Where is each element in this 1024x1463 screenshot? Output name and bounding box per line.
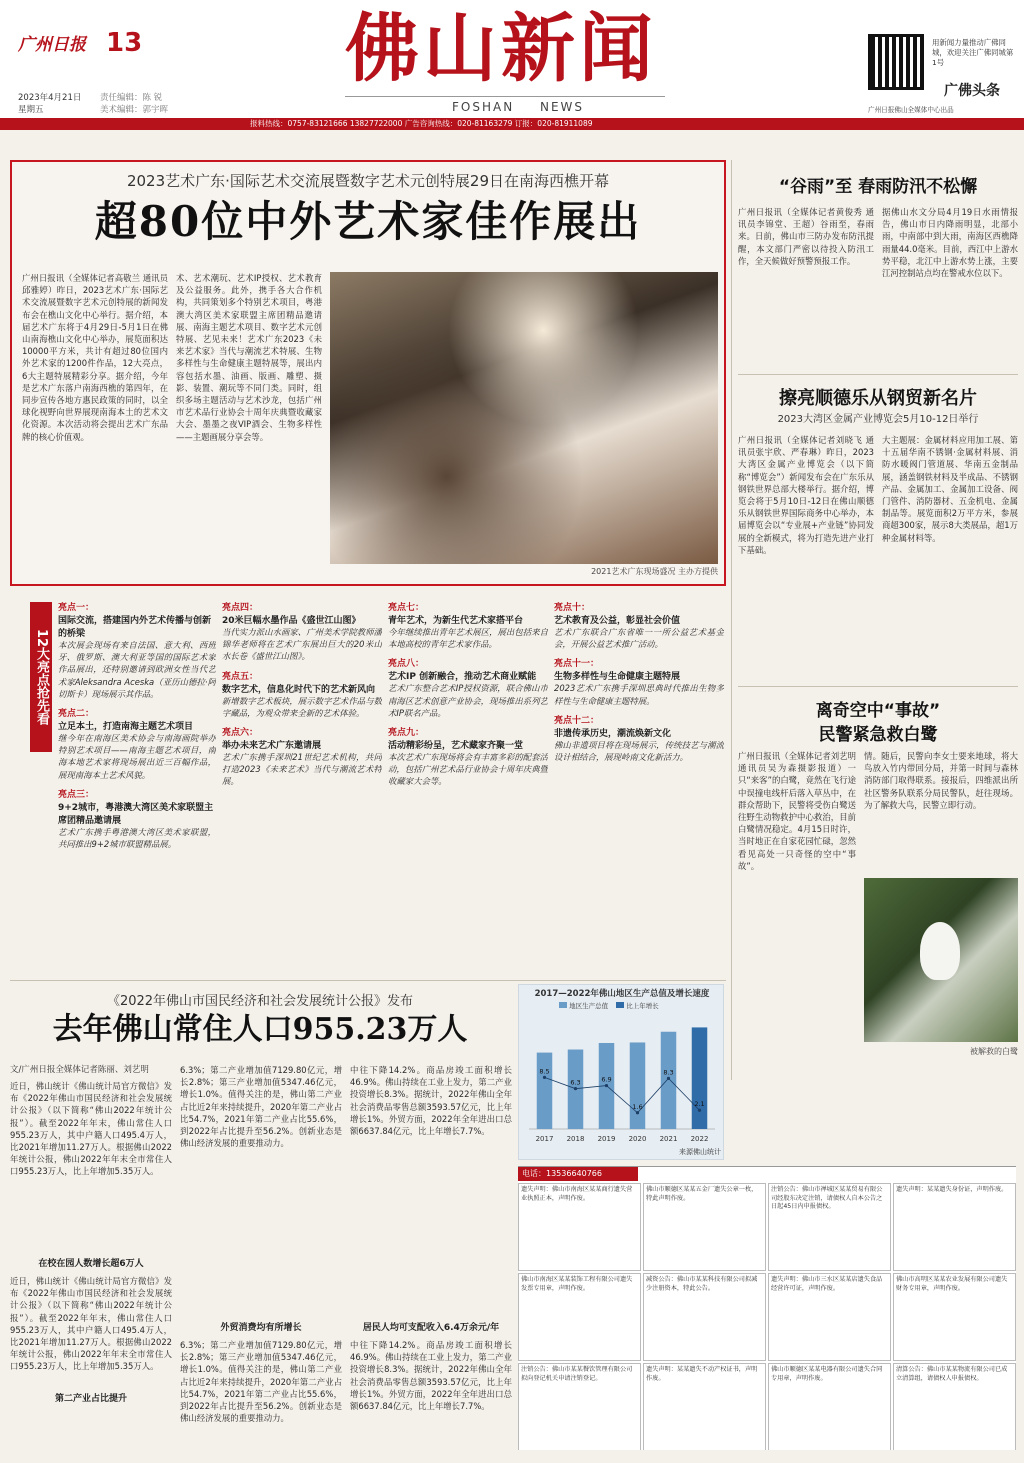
flood-column-2: 据佛山水文分局4月19日水雨情报告，佛山市日内降雨明显，北部小雨，中南部中到大雨，南海区西樵降雨量44.0毫米。目前，西江中上游水势平稳，北江中上游水势上涨，主要江河控制站点均在警戒水位以下。 xyxy=(882,207,1018,279)
highlight-title: 艺术IP 创新融合，推动艺术商业赋能 xyxy=(388,672,537,683)
exhibition-crowd-image xyxy=(330,272,718,564)
highlight-body: 本次艺术广东现场将会有丰富多彩的配套活动，包括广州艺术品行业协会十周年庆典暨收藏家大会等。 xyxy=(388,752,548,787)
highlight-title: 活动精彩纷呈，艺术藏家齐聚一堂 xyxy=(388,741,524,752)
population-kicker: 《2022年佛山市国民经济和社会发展统计公报》发布 xyxy=(106,994,414,1009)
highlights-column-1 xyxy=(58,600,216,970)
classified-cell: 遗失声明：某某遗失不动产权证书，声明作废。 xyxy=(643,1363,766,1450)
population-byline: 文/广州日报全媒体记者陈丽、刘艺明 xyxy=(10,1065,149,1075)
rescue-headline-line-2: 民警紧急救白鹭 xyxy=(818,725,938,745)
lead-photo xyxy=(330,272,718,564)
divider xyxy=(738,686,1018,687)
highlight-title: 非遗传承历史，潮流焕新文化 xyxy=(554,728,672,739)
classified-cell: 遗失声明：佛山市南海区某某商行遗失营业执照正本，声明作废。 xyxy=(518,1183,641,1271)
expo-headline: 擦亮顺德乐从钢贸新名片 xyxy=(779,388,977,409)
expo-story xyxy=(738,380,1018,680)
chart-title: 2017—2022年佛山地区生产总值及增长速度 xyxy=(534,989,710,999)
responsible-editor: 责任编辑：陈 锐 xyxy=(100,93,163,103)
highlight-body: 艺术广东携手粤港澳大湾区美术家联盟，共同推出9+2城市联盟精品展。 xyxy=(58,826,216,850)
population-subhead: 第二产业占比提升 xyxy=(54,1394,127,1404)
lead-column-2: 术、艺术潮玩、艺术IP授权、艺术教育及公益服务。此外，携手各大合作机构，共同策划多个特别艺术项目，粤港澳大湾区美术家联盟主席团精品邀请展、南海主题艺术项目、数字艺术元创特展、艺见未来！艺术广东2023《未来艺术家》当代与潮流艺术特展、生物多样性与生命健康主题特展等，展出内容包括水墨、油画、版画、雕塑、摄影、装置、潮玩等不同门类。同时，组织多场主题活动与艺术沙龙，包括广州市艺术品行业协会十周年庆典暨收藏家大会、墨墨之夜VIP酒会、生物多样性——主题画展分享会等。 xyxy=(176,273,322,442)
highlight-title: 艺术教育及公益，彰显社会价值 xyxy=(554,616,681,626)
highlight-body: 继今年在南海区美术协会与南海画院举办特别艺术项目——南海主题艺术项目，南海本地艺术家将现场展出近三百幅作品，展现南海本土艺术风貌。 xyxy=(58,733,216,780)
growth-point xyxy=(605,1084,608,1087)
legend-swatch-growth xyxy=(616,1002,624,1008)
highlights-column-2 xyxy=(222,600,382,970)
population-column-1 xyxy=(10,1064,172,1452)
highlight-label: 亮点十一： xyxy=(554,659,600,670)
highlight-item xyxy=(388,600,548,650)
highlight-item xyxy=(58,706,216,781)
highlight-item xyxy=(554,656,724,706)
classified-cell: 遗失声明：某某遗失身份证，声明作废。 xyxy=(893,1183,1016,1271)
x-tick-label: 2022 xyxy=(690,1135,709,1143)
highlight-label: 亮点七： xyxy=(388,603,425,613)
egret-image xyxy=(920,922,960,980)
highlight-body: 艺术广东联合广东省唯一一所公益艺术基金会，开展公益艺术推广活动。 xyxy=(554,627,724,650)
highlight-title: 20米巨幅水墨作品《盛世江山图》 xyxy=(222,616,361,626)
hotline-strip: 报料热线：0757-83121666 13827722000 广告咨询热线：020-81163279 订报：020-81911089 xyxy=(0,118,1024,130)
growth-point xyxy=(574,1087,577,1090)
population-paragraph: 中往下降14.2%。商品房竣工面积增长46.9%。佛山持续在工业上发力，第二产业投资增长8.3%。据统计，2022年佛山全年社会消费品零售总额3593.57亿元，比上年增长1%。外贸方面，2022年全年进出口总额6637.84亿元，比上年增长7.7%。 xyxy=(350,1340,512,1412)
population-paragraph: 6.3%；第二产业增加值7129.80亿元，增长2.8%；第三产业增加值5347.46亿元，增长1.0%。值得关注的是，佛山第二产业占比近2年来持续提升，2020年第二产业占比54.7%，2021年第二产业占比55.6%，到2022年占比提升至56.2%。创新业态是佛山经济发展的重要推动力。 xyxy=(180,1340,342,1424)
divider xyxy=(10,980,726,981)
qr-code-icon[interactable] xyxy=(868,34,924,90)
classified-cell: 佛山市顺德区某某电器有限公司遗失合同专用章，声明作废。 xyxy=(768,1363,891,1450)
x-tick-label: 2019 xyxy=(597,1135,616,1143)
highlight-item xyxy=(222,600,382,663)
highlight-label: 亮点九： xyxy=(388,728,425,739)
growth-point xyxy=(543,1076,546,1079)
flood-story xyxy=(738,166,1018,366)
masthead xyxy=(0,0,1024,130)
egret-photo xyxy=(864,878,1018,1042)
highlight-body: 艺术广东携手深圳21世纪艺术机构，共同打造2023《未来艺术》当代与潮流艺术特展。 xyxy=(222,752,382,787)
highlight-label: 亮点十二： xyxy=(554,715,600,726)
growth-value-label: 6.9 xyxy=(601,1075,612,1084)
highlight-title: 国际交流，搭建国内外艺术传播与创新的桥梁 xyxy=(58,616,212,639)
growth-value-label: 2.1 xyxy=(694,1100,705,1109)
highlight-title: 9+2城市，粤港澳大湾区美术家联盟主席团精品邀请展 xyxy=(58,802,214,826)
classified-cell: 减资公告：佛山市某某科技有限公司拟减少注册资本，特此公告。 xyxy=(643,1273,766,1361)
issue-date: 2023年4月21日 xyxy=(18,93,82,103)
classified-cell: 注销公告：佛山市禅城区某某贸易有限公司经股东决定注销，请债权人自本公告之日起45日内申报债权。 xyxy=(768,1183,891,1271)
classified-cell: 佛山市南海区某某装饰工程有限公司遗失发票专用章，声明作废。 xyxy=(518,1273,641,1361)
legend-swatch-gdp xyxy=(559,1002,567,1008)
population-paragraph: 中往下降14.2%。商品房竣工面积增长46.9%。佛山持续在工业上发力，第二产业投资增长8.3%。据统计，2022年佛山全年社会消费品零售总额3593.57亿元，比上年增长1%。外贸方面，2022年全年进出口总额6637.84亿元，比上年增长7.7%。 xyxy=(350,1065,512,1137)
growth-value-label: 1.6 xyxy=(632,1102,643,1111)
highlight-label: 亮点一： xyxy=(58,603,95,613)
legend-label-growth: 比上年增长 xyxy=(626,1002,659,1010)
gdp-bar xyxy=(537,1053,553,1129)
growth-value-label: 8.3 xyxy=(663,1068,674,1077)
highlight-item xyxy=(58,787,216,850)
highlight-body: 今年继续推出青年艺术展区，展出包括来自本地高校的青年艺术家作品。 xyxy=(388,627,548,650)
sponsor-note: 广州日报佛山全媒体中心出品 xyxy=(868,106,954,114)
rescue-column-1: 广州日报讯（全媒体记者刘艺明 通讯员吴为森摄影报道）一只“来客”的白鹭，竟然在飞行途中误撞电线杆后落入草丛中，在群众帮助下，民警将受伤白鹭送往野生动物救护中心救治，目前白鹭情况稳定。4月15日时许，当时地正在自家花园忙碌，忽然看见高处一只奇怪的空中“事故”。 xyxy=(738,751,856,871)
gdp-bar xyxy=(630,1042,646,1129)
expo-column-1: 广州日报讯（全媒体记者刘晓飞 通讯员张宇欣、严春琳）昨日，2023大湾区金属产业博览会（以下简称“博览会”）新闻发布会在广东乐从钢铁世界总部大楼举行。据介绍，博览会将于5月10日-12日在佛山顺德乐从钢铁世界国际商务中心举办，本届博览会以“专业展+产业链”协同发展的全新模式，将为打造先进产业打下基础。 xyxy=(738,435,874,555)
highlight-label: 亮点六： xyxy=(222,728,259,739)
population-paragraph: 近日，佛山统计《佛山统计局官方微信》发布《2022年佛山市国民经济和社会发展统计公报》（以下简称“佛山2022年统计公报”）。截至2022年年末，佛山常住人口955.23万人，其中户籍人口495.4万人，比2021年增加11.27万人。根据佛山2022年统计公报，佛山2022年年末全市常住人口955.23万人，比上年增加5.35万人。 xyxy=(10,1276,172,1372)
divider xyxy=(738,374,1018,375)
classified-cell: 注销公告：佛山市某某餐饮管理有限公司拟向登记机关申请注销登记。 xyxy=(518,1363,641,1450)
population-paragraph: 近日，佛山统计《佛山统计局官方微信》发布《2022年佛山市国民经济和社会发展统计公报》（以下简称“佛山2022年统计公报”）。截至2022年年末，佛山常住人口955.23万人，其中户籍人口495.4万人，比2021年增加11.27万人。根据佛山2022年统计公报，佛山2022年年末全市常住人口955.23万人，比上年增加5.35万人。 xyxy=(10,1081,172,1177)
classified-cell: 佛山市高明区某某农业发展有限公司遗失财务专用章，声明作废。 xyxy=(893,1273,1016,1361)
population-headline: 去年佛山常住人口955.23万人 xyxy=(52,1012,468,1047)
population-subhead: 居民人均可支配收入6.4万余元/年 xyxy=(362,1323,500,1333)
lead-photo-caption: 2021艺术广东现场盛况 主办方提供 xyxy=(591,567,718,576)
classified-grid xyxy=(518,1183,1016,1450)
masthead-rule xyxy=(345,96,665,97)
highlight-label: 亮点四： xyxy=(222,603,259,613)
chart-plot xyxy=(523,1011,721,1145)
section-subtitle-news: NEWS xyxy=(540,100,585,114)
chart-source: 来源佛山统计 xyxy=(679,1148,721,1156)
highlight-title: 立足本土，打造南海主题艺术项目 xyxy=(58,722,194,733)
lead-headline: 超80位中外艺术家佳作展出 xyxy=(94,197,642,246)
highlights-column-3 xyxy=(388,600,548,970)
classified-cell: 清算公告：佛山市某某物流有限公司已成立清算组，请债权人申报债权。 xyxy=(893,1363,1016,1450)
growth-value-label: 6.3 xyxy=(570,1078,581,1087)
highlight-body: 佛山非遗项目将在现场展示，传统技艺与潮流设计相结合，展现岭南文化新活力。 xyxy=(554,739,724,763)
highlights-block xyxy=(10,596,726,972)
x-tick-label: 2018 xyxy=(566,1135,585,1143)
rescue-headline-line-1: 离奇空中“事故” xyxy=(815,701,941,721)
x-tick-label: 2020 xyxy=(628,1135,647,1143)
art-editor: 美术编辑：郭宇晖 xyxy=(100,105,169,115)
highlight-label: 亮点十： xyxy=(554,603,591,613)
highlight-item xyxy=(388,656,548,719)
paper-logo: 广州日报 xyxy=(18,35,86,55)
highlight-label: 亮点八： xyxy=(388,659,425,670)
highlight-title: 数字艺术，信息化时代下的艺术新风向 xyxy=(222,684,376,695)
gdp-bar xyxy=(692,1027,708,1129)
growth-point xyxy=(698,1109,701,1112)
lead-kicker: 2023艺术广东·国际艺术交流展暨数字艺术元创特展29日在南海西樵开幕 xyxy=(126,172,610,190)
highlight-body: 本次展会现场有来自法国、意大利、西班牙、俄罗斯、澳大利亚等国的国际艺术家作品展出，还特别邀请到欧洲女性当代艺术家Aleksandra Aceska（亚历山德拉·阿切斯卡）现场展示其作品。 xyxy=(58,640,216,699)
highlight-item xyxy=(554,600,724,650)
divider xyxy=(731,160,732,1080)
rescue-column-2: 情。随后，民警向李女士要来地球，将大鸟放入竹内带回分局，并第一时间与森林消防部门取得联系。接报后，四维派出所社区警务队联系分局民警队，赶往现场。为了解救大鸟，民警立即行动。 xyxy=(864,751,1018,810)
flood-headline: “谷雨”至 春雨防汛不松懈 xyxy=(778,177,978,197)
population-paragraph: 6.3%；第二产业增加值7129.80亿元，增长2.8%；第三产业增加值5347.46亿元，增长1.0%。值得关注的是，佛山第二产业占比近2年来持续提升，2020年第二产业占比54.7%，2021年第二产业占比55.6%，到2022年占比提升至56.2%。创新业态是佛山经济发展的重要推动力。 xyxy=(180,1065,342,1149)
highlight-label: 亮点二： xyxy=(58,709,95,720)
highlight-item xyxy=(388,725,548,788)
highlight-item xyxy=(554,713,724,763)
growth-point xyxy=(636,1111,639,1114)
chart-legend xyxy=(559,1001,659,1010)
highlight-body: 2023艺术广东携手深圳思典时代推出生物多样性与生命健康主题特展。 xyxy=(554,683,724,706)
lead-story-frame xyxy=(10,160,726,586)
section-title: 佛山新闻 xyxy=(345,6,657,92)
lead-column-1: 广州日报讯（全媒体记者高敬兰 通讯员邱雅婷）昨日，2023艺术广东·国际艺术交流展暨数字艺术元创特展的新闻发布会在樵山文化中心举行。据介绍，本届艺术广东将于4月29日-5月1日在佛山南海樵山文化中心举办，展览面积达10000平方米，共计有超过80位国内外艺术家的1200件作品，12大亮点，6大主题特展精彩分享。据介绍，今年是艺术广东落户南海西樵的第四年，在同步宣传各地方惠民政策的同时，以全球化视野向世界展现南海本土的艺术文化资源。本次活动将会提出艺术广东品牌的核心价值观。 xyxy=(22,273,168,442)
highlights-column-4 xyxy=(554,600,724,970)
highlight-body: 当代实力派山水画家、广州美术学院教师潘锦华老师将在艺术广东展出巨大的20米山水长卷《盛世江山图》。 xyxy=(222,627,382,662)
x-tick-label: 2021 xyxy=(659,1135,678,1143)
classified-ads xyxy=(518,1166,1016,1450)
population-subhead: 外贸消费均有所增长 xyxy=(220,1323,302,1333)
classified-header: 电话：13536640766 xyxy=(518,1167,638,1181)
app-name: 广佛头条 xyxy=(944,83,1000,99)
highlights-side-banner: 12大亮点抢先看 xyxy=(30,602,52,752)
x-tick-label: 2017 xyxy=(535,1135,554,1143)
highlight-item xyxy=(222,669,382,719)
section-subtitle-foshan: FOSHAN xyxy=(452,100,515,114)
highlight-item xyxy=(222,725,382,788)
growth-value-label: 8.5 xyxy=(539,1067,550,1076)
highlight-body: 新增数字艺术板块，展示数字艺术作品与数字藏品，为观众带来全新的艺术体验。 xyxy=(222,695,382,718)
highlight-label: 亮点五： xyxy=(222,671,259,682)
population-column-3 xyxy=(350,1064,512,1452)
gdp-chart xyxy=(518,984,724,1160)
expo-column-2: 大主题展：金属材料应用加工展、第十五届华南不锈钢·金属材料展、消防水暖阀门管道展、华南五金制品展，涵盖钢铁材料及半成品、不锈钢产品、金属加工、金属加工设备、阀门管件、消防器材、五金机电、金属制品等。展览面积2万平方米，参展商超300家，展示8大类展品，超1万种金属材料等。 xyxy=(882,435,1018,543)
classified-cell: 佛山市顺德区某某五金厂遗失公章一枚，特此声明作废。 xyxy=(643,1183,766,1271)
rescue-story xyxy=(738,692,1018,1064)
classified-cell: 遗失声明：佛山市三水区某某店遗失食品经营许可证，声明作废。 xyxy=(768,1273,891,1361)
growth-point xyxy=(667,1077,670,1080)
page-number: 13 xyxy=(106,28,143,58)
highlight-title: 生物多样性与生命健康主题特展 xyxy=(554,672,681,683)
expo-subhead: 2023大湾区金属产业博览会5月10-12日举行 xyxy=(777,414,979,425)
highlight-title: 举办未来艺术广东邀请展 xyxy=(222,741,322,752)
highlight-body: 艺术广东整合艺术IP授权资源，联合佛山市南海区艺术创意产业协会，现场推出系列艺术IP联名产品。 xyxy=(388,683,548,718)
egret-photo-caption: 被解救的白鹭 xyxy=(970,1047,1018,1056)
gdp-bar xyxy=(661,1032,677,1129)
highlight-item xyxy=(58,600,216,700)
issue-weekday: 星期五 xyxy=(18,105,44,115)
population-column-2 xyxy=(180,1064,342,1452)
highlight-title: 青年艺术，为新生代艺术家搭平台 xyxy=(388,616,524,626)
flood-column-1: 广州日报讯（全媒体记者黄俊秀 通讯员李锦堂、王超）谷雨至，春雨来。日前，佛山市三防办发布防汛提醒，本文部门严密以待投入防汛工作，全天候做好预警预报工作。 xyxy=(738,207,874,266)
population-subhead: 在校在园人数增长超6万人 xyxy=(38,1259,144,1269)
highlight-label: 亮点三： xyxy=(58,789,95,800)
qr-caption: 用新闻力量推动广佛同城，欢迎关注广佛同城第1号 xyxy=(932,38,1014,67)
legend-label-gdp: 地区生产总值 xyxy=(569,1002,609,1010)
